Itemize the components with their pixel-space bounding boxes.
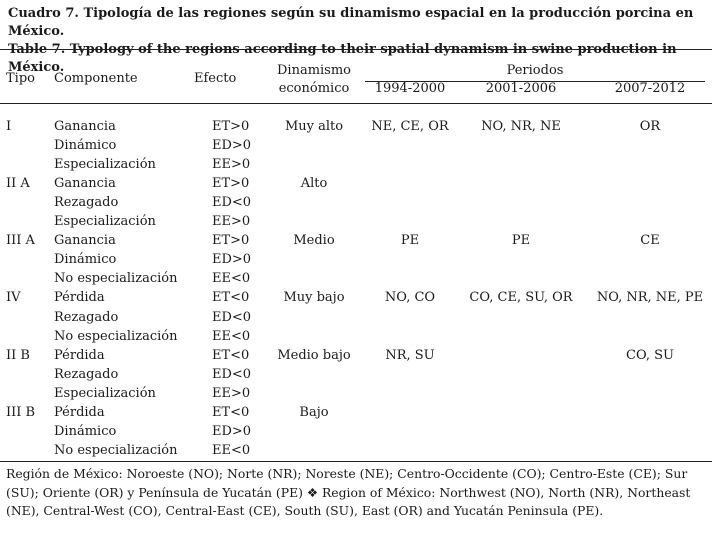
cell-componente: Ganancia xyxy=(54,233,116,249)
header-dinamismo-line2: económico xyxy=(278,81,350,96)
header-rule xyxy=(0,103,712,104)
top-rule xyxy=(0,49,712,50)
cell-componente: Dinámico xyxy=(54,423,117,439)
cell-efecto: ED<0 xyxy=(212,195,252,211)
cell-efecto: EE>0 xyxy=(212,385,251,401)
cell-componente: Especialización xyxy=(54,157,156,173)
cell-efecto: EE>0 xyxy=(212,157,251,173)
cell-p1: NE, CE, OR xyxy=(371,119,449,134)
header-period-1: 1994-2000 xyxy=(374,81,446,96)
header-period-2: 2001-2006 xyxy=(485,81,557,96)
cell-dinamismo: Muy bajo xyxy=(283,290,345,306)
cell-efecto: ET>0 xyxy=(212,176,250,192)
cell-componente: Rezagado xyxy=(54,366,119,382)
cell-componente: Rezagado xyxy=(54,195,119,211)
cell-efecto: ED<0 xyxy=(212,309,252,325)
header-efecto: Efecto xyxy=(194,71,237,86)
cell-p3: CE xyxy=(640,233,660,249)
cell-componente: Pérdida xyxy=(54,290,105,306)
cell-dinamismo: Medio xyxy=(293,233,335,249)
cell-p3: CO, SU xyxy=(626,347,674,363)
cell-componente: Especialización xyxy=(54,214,156,230)
cell-efecto: ED<0 xyxy=(212,366,252,382)
cell-p3: NO, NR, NE, PE xyxy=(596,290,704,306)
header-dinamismo-line1: Dinamismo xyxy=(276,63,352,78)
table-footnote: Región de México: Noroeste (NO); Norte (NR); Noreste (NE); Centro-Occidente (CO); Centro-Este (CE); Sur (SU); Oriente (OR) y Península de Yucatán (PE) ❖ Region of México: Northwest (NO), North (NR), Northeast (NE), Central-West (CO), Central-East (CE), South (SU), East (OR) and Yucatán Peninsula (PE). xyxy=(6,466,691,518)
cell-dinamismo: Alto xyxy=(300,176,328,192)
cell-efecto: ET<0 xyxy=(212,290,250,306)
table-caption xyxy=(8,5,708,77)
cell-efecto: ET<0 xyxy=(212,404,250,420)
cell-componente: Pérdida xyxy=(54,404,105,420)
cell-efecto: ET<0 xyxy=(212,347,250,363)
cell-efecto: ED>0 xyxy=(212,138,252,154)
cell-efecto: EE<0 xyxy=(212,328,251,344)
cell-tipo: IV xyxy=(6,290,21,306)
cell-componente: Pérdida xyxy=(54,347,105,363)
cell-componente: Dinámico xyxy=(54,252,117,268)
cell-efecto: ED>0 xyxy=(212,423,252,439)
cell-p1: NO, CO xyxy=(384,290,436,306)
cell-tipo: II A xyxy=(6,176,30,192)
cell-componente: Rezagado xyxy=(54,309,119,325)
cell-p2: CO, CE, SU, OR xyxy=(469,290,573,306)
cell-dinamismo: Muy alto xyxy=(284,119,344,134)
cell-componente: No especialización xyxy=(54,328,178,344)
cell-componente: Ganancia xyxy=(54,119,116,134)
cell-efecto: EE>0 xyxy=(212,214,251,230)
cell-tipo: III B xyxy=(6,404,36,420)
header-periodos: Periodos xyxy=(506,63,564,78)
header-period-3: 2007-2012 xyxy=(614,81,686,96)
cell-efecto: ED>0 xyxy=(212,252,252,268)
cell-dinamismo: Medio bajo xyxy=(277,347,351,363)
cell-componente: No especialización xyxy=(54,442,178,458)
cell-componente: Ganancia xyxy=(54,176,116,192)
caption-english: Table 7. Typology of the regions according to their spatial dynamism in swine production in México. xyxy=(8,42,677,75)
cell-componente: Especialización xyxy=(54,385,156,401)
cell-efecto: ET>0 xyxy=(212,119,250,134)
caption-spanish: Cuadro 7. Tipología de las regiones según su dinamismo espacial en la producción porcina en México. xyxy=(8,6,694,39)
cell-componente: No especialización xyxy=(54,271,178,287)
cell-efecto: ET>0 xyxy=(212,233,250,249)
cell-efecto: EE<0 xyxy=(212,442,251,458)
cell-tipo: III A xyxy=(6,233,35,249)
cell-p3: OR xyxy=(639,119,661,134)
cell-componente: Dinámico xyxy=(54,138,117,154)
bottom-rule xyxy=(0,461,712,462)
cell-tipo: II B xyxy=(6,347,30,363)
cell-p1: NR, SU xyxy=(385,347,435,363)
cell-p1: PE xyxy=(400,233,420,249)
cell-dinamismo: Bajo xyxy=(299,404,329,420)
header-componente: Componente xyxy=(54,71,138,86)
cell-efecto: EE<0 xyxy=(212,271,251,287)
cell-p2: NO, NR, NE xyxy=(481,119,561,134)
cell-tipo: I xyxy=(6,119,12,134)
header-tipo: Tipo xyxy=(6,71,35,86)
cell-p2: PE xyxy=(511,233,531,249)
